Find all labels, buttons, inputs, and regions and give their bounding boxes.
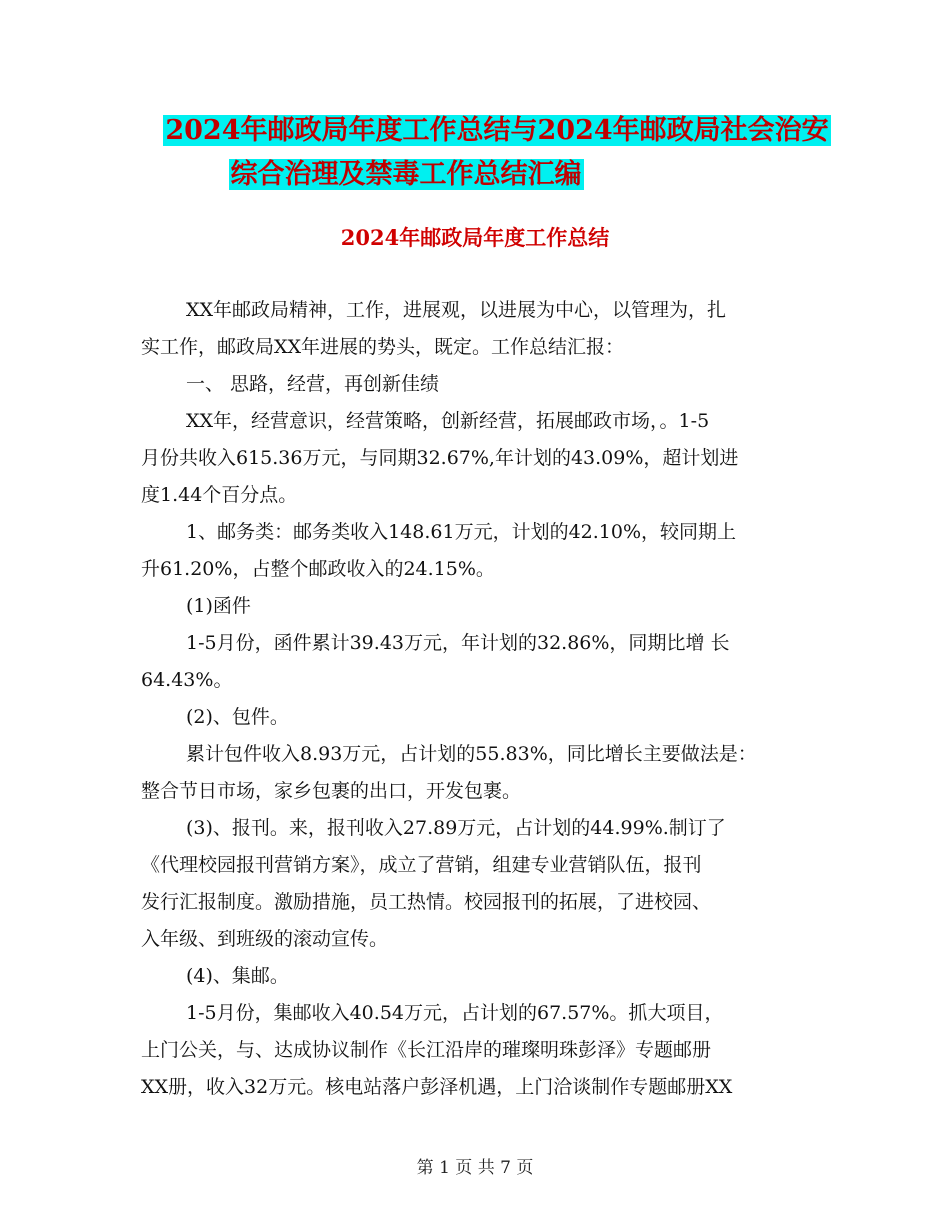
document-title-line-1 [22,112,950,150]
section-title: 2024年邮政局年度工作总结 [340,225,610,250]
body-line: 1、邮务类：邮务类收入148.61万元，计划的42.10%，较同期上 [186,521,737,543]
body-line: (2)、包件。 [186,706,289,728]
body-line: 上门公关，与、达成协议制作《长江沿岸的璀璨明珠彭泽》专题邮册 [141,1039,712,1061]
title-highlight-2: 综合治理及禁毒工作总结汇编 [230,159,582,190]
body-line: 64.43%。 [141,669,233,691]
body-line: 1-5月份，函件累计39.43万元，年计划的32.86%，同期比增 长 [186,632,730,654]
body-line: 1-5月份，集邮收入40.54万元，占计划的67.57%。抓大项目， [186,1002,724,1024]
body-line: 月份共收入615.36万元，与同期32.67%,年计划的43.09%，超计划进 [141,447,739,469]
body-line: XX年，经营意识，经营策略，创新经营，拓展邮政市场，。1-5 [186,410,710,432]
body-line: (3)、报刊。来，报刊收入27.89万元，占计划的44.99%.制订了 [186,817,726,839]
body-line: XX年邮政局精神，工作，进展观，以进展为中心，以管理为，扎 [186,299,727,321]
body-line: (4)、集邮。 [186,965,289,987]
body-line: 发行汇报制度。激励措施，员工热情。校园报刊的拓展，了进校园、 [141,891,712,913]
body-line: 一、 思路，经营，再创新佳绩 [186,373,440,395]
body-line: 升61.20%，占整个邮政收入的24.15%。 [141,558,495,580]
body-line: (1)函件 [186,595,251,617]
page-footer: 第 1 页 共 7 页 [416,1158,534,1178]
body-line: 度1.44个百分点。 [141,484,298,506]
body-line: XX册，收入32万元。核电站落户彭泽机遇，上门洽谈制作专题邮册XX [141,1076,733,1098]
body-line: 整合节日市场，家乡包裹的出口，开发包裹。 [141,780,522,802]
body-line: 实工作，邮政局XX年进展的势头，既定。工作总结汇报： [141,336,625,358]
body-line: 累计包件收入8.93万元，占计划的55.83%，同比增长主要做法是： [186,743,757,765]
document-title-line-2 [0,156,881,194]
title-highlight-1: 2024年邮政局年度工作总结与2024年邮政局社会治安 [165,115,829,146]
body-line: 《代理校园报刊营销方案》，成立了营销，组建专业营销队伍，报刊 [141,854,702,876]
body-line: 入年级、到班级的滚动宣传。 [141,928,389,950]
